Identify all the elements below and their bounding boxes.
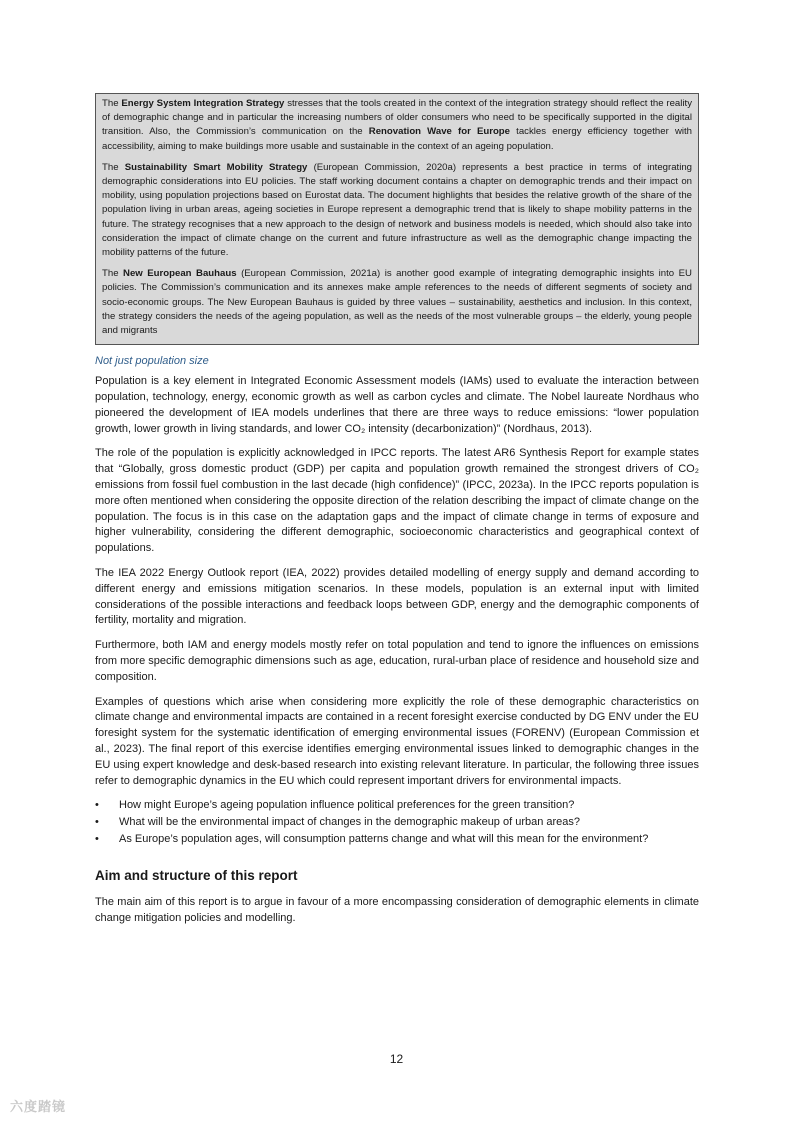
question-list — [95, 798, 699, 847]
bold-term: Sustainability Smart Mobility Strategy — [124, 161, 308, 173]
bold-term: New European Bauhaus — [123, 268, 237, 280]
list-item: • What will be the environmental impact of changes in the demographic makeup of urban areas? — [95, 815, 699, 831]
body-paragraph: Examples of questions which arise when considering more explicitly the role of these demographic characteristics on climate change and environmental impacts are contained in a recent foresight exercise conducted by DG ENV under the EU foresight system for the systematic identification of emerging environmental issues (FORENV) (European Commission et al., 2023). The final report of this exercise identifies emerging environmental issues linked to demographic changes in the EU using expert knowledge and desk-based research into existing relevant literature. In particular, the following three issues refer to demographic dynamics in the EU which could represent important drivers for environmental impacts. — [95, 695, 699, 787]
box-paragraph-3: The New European Bauhaus (European Commission, 2021a) is another good example of integrating demographic insights into EU policies. The Commission’s communication and its annexes make ample references to the needs of different segments of society and socio-economic groups. The New European Bauhaus is guided by three values – sustainability, aesthetics and inclusion. In this context, the strategy considers the needs of the ageing population, as well as the needs of the most vulnerable groups – the elderly, young people and migrants — [102, 268, 692, 337]
bullet-icon: • — [95, 799, 99, 812]
list-item: • As Europe’s population ages, will consumption patterns change and what will this mean for the environment? — [95, 832, 699, 848]
body-paragraph: The role of the population is explicitly acknowledged in IPCC reports. The latest AR6 Synthesis Report for example states that “Globally, gross domestic product (GDP) per capita and population growth remained the strongest drivers of CO₂ emissions from fossil fuel combustion in the last decade (high confidence)” (IPCC, 2023a). In the IPCC reports population is more often mentioned when considering the opposite direction of the relation describing the impact of climate change on the population. The focus is in this case on the adaptation gaps and the impact of climate change in terms of exposure and higher vulnerability, considering the different demographic, socioeconomic characteristics and geographical context of populations. — [95, 447, 699, 555]
closing-paragraph: The main aim of this report is to argue in favour of a more encompassing consideration of demographic elements in climate change mitigation policies and modelling. — [95, 895, 699, 924]
watermark-text: 六度踏镜 — [10, 1099, 67, 1114]
list-item: • How might Europe’s ageing population influence political preferences for the green transition? — [95, 798, 699, 814]
bold-term: Energy System Integration Strategy — [121, 98, 285, 109]
body-paragraph: Population is a key element in Integrated Economic Assessment models (IAMs) used to evaluate the interaction between population, technology, energy, economic growth as well as carbon cycles and climate. The Nobel laureate Nordhaus who pioneered the development of IEA models underlines that there are three ways to reduce emissions: “lower population growth, lower growth in living standards, and lower CO₂ intensity (decarbonization)” (Nordhaus, 2013). — [95, 375, 699, 435]
box-paragraph-1: The Energy System Integration Strategy stresses that the tools created in the context of the integration strategy should reflect the reality of demographic change and in particular the increasing numbers of older consumers who need to be specifically supported in the digital transition. Also, the Commission’s communication on the Renovation Wave for Europe tackles energy efficiency together with accessibility, aiming to make buildings more usable and sustainable in the context of an ageing population. — [102, 98, 693, 152]
bullet-icon: • — [95, 816, 99, 829]
body-paragraph: Furthermore, both IAM and energy models mostly refer on total population and tend to ignore the influences on emissions from more specific demographic dimensions such as age, education, rural-urban place of residence and household size and composition. — [95, 639, 699, 683]
watermark-logo — [10, 1096, 66, 1115]
page-content — [95, 93, 699, 935]
box-paragraph-2: The Sustainability Smart Mobility Strategy (European Commission, 2020a) represents a best practice in terms of integrating demographic considerations into EU policies. The staff working document contains a chapter on demographic trends and their impact on mobility, using population projections based on Eurostat data. The document highlights that besides the relative growth of the share of the population living in urban areas, ageing societies in Europe represent a demographic trend that is likely to shape mobility patterns in the future. The strategy recognises that a new approach to the design of network and business models is needed, which should also take into consideration the impact of climate change on the current and future infrastructure as well as the demographic change impacting the mobility patterns of the future. — [102, 161, 692, 259]
bullet-icon: • — [95, 832, 99, 845]
body-paragraph: The IEA 2022 Energy Outlook report (IEA, 2022) provides detailed modelling of energy supply and demand according to different energy and emissions mitigation scenarios. In these models, population is an external input with limited considerations of the possible interactions and feedback loops between GDP, energy and the demographic components of fertility, mortality and migration. — [95, 567, 699, 627]
section-heading: Aim and structure of this report — [95, 867, 298, 883]
bold-term: Renovation Wave for Europe — [368, 126, 511, 138]
page-number: 12 — [389, 1052, 404, 1066]
policy-box — [95, 93, 699, 345]
section-subheading: Not just population size — [95, 355, 209, 368]
